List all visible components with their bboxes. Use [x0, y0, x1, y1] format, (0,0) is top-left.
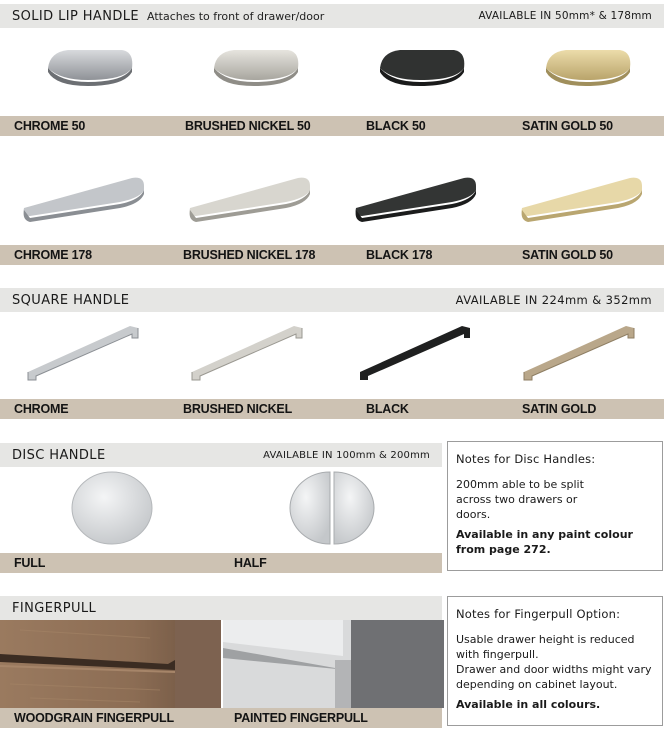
square-availability: AVAILABLE IN 224mm & 352mm [455, 293, 652, 307]
chrome-178-lip-image [20, 172, 148, 222]
satin-gold-50-lip-image [542, 46, 634, 88]
label-brushed-nickel-50: BRUSHED NICKEL 50 [185, 119, 311, 133]
fingerpull-notes-body2: Drawer and door widths might vary depending on cabinet layout. [456, 663, 652, 691]
label-full: FULL [14, 556, 46, 570]
square-title: SQUARE HANDLE [12, 292, 130, 308]
label-chrome-50: CHROME 50 [14, 119, 86, 133]
disc-notes-bold: Available in any paint colour from page 272. [456, 528, 633, 556]
solid-lip-availability: AVAILABLE IN 50mm* & 178mm [478, 10, 652, 22]
disc-availability: AVAILABLE IN 100mm & 200mm [263, 449, 430, 461]
solid-lip-title: SOLID LIP HANDLE [12, 8, 140, 24]
disc-half-image [290, 470, 374, 546]
fingerpull-notes-box [447, 596, 663, 726]
label-black-178: BLACK 178 [366, 248, 433, 262]
brushed-nickel-square-handle-image [190, 322, 306, 382]
chrome-50-lip-image [44, 46, 136, 88]
disc-header [0, 443, 442, 467]
black-178-lip-image [352, 172, 480, 222]
fingerpull-header [0, 596, 442, 620]
fingerpull-notes-body1: Usable drawer height is reduced with fingerpull. [456, 633, 635, 661]
label-woodgrain-fingerpull: WOODGRAIN FINGERPULL [14, 711, 174, 725]
label-chrome: CHROME [14, 402, 69, 416]
woodgrain-fingerpull-image [0, 620, 221, 708]
chrome-square-handle-image [26, 322, 142, 382]
label-satin-gold-50-long: SATIN GOLD 50 [522, 248, 613, 262]
label-chrome-178: CHROME 178 [14, 248, 92, 262]
black-square-handle-image [358, 322, 474, 382]
painted-fingerpull-image [223, 620, 444, 708]
label-satin-gold-50: SATIN GOLD 50 [522, 119, 613, 133]
fingerpull-notes-title: Notes for Fingerpull Option: [456, 607, 621, 621]
black-50-lip-image [376, 46, 468, 88]
label-black: BLACK [366, 402, 409, 416]
solid-lip-header [0, 4, 664, 28]
disc-title: DISC HANDLE [12, 447, 106, 463]
solid-lip-subtitle: Attaches to front of drawer/door [147, 9, 325, 23]
brushed-nickel-178-lip-image [186, 172, 314, 222]
label-black-50: BLACK 50 [366, 119, 426, 133]
disc-bar [0, 553, 442, 573]
label-brushed-nickel: BRUSHED NICKEL [183, 402, 293, 416]
label-half: HALF [234, 556, 267, 570]
satin-gold-square-handle-image [522, 322, 638, 382]
disc-notes-title: Notes for Disc Handles: [456, 452, 596, 466]
label-painted-fingerpull: PAINTED FINGERPULL [234, 711, 368, 725]
brushed-nickel-50-lip-image [210, 46, 302, 88]
label-brushed-nickel-178: BRUSHED NICKEL 178 [183, 248, 316, 262]
disc-full-image [70, 470, 154, 546]
satin-gold-178-lip-image [518, 172, 646, 222]
square-header [0, 288, 664, 312]
fingerpull-title: FINGERPULL [12, 600, 97, 616]
label-satin-gold: SATIN GOLD [522, 402, 597, 416]
disc-notes-body: 200mm able to be split across two drawers or doors. [456, 478, 584, 521]
disc-notes-box [447, 441, 663, 571]
fingerpull-notes-bold: Available in all colours. [456, 698, 601, 711]
